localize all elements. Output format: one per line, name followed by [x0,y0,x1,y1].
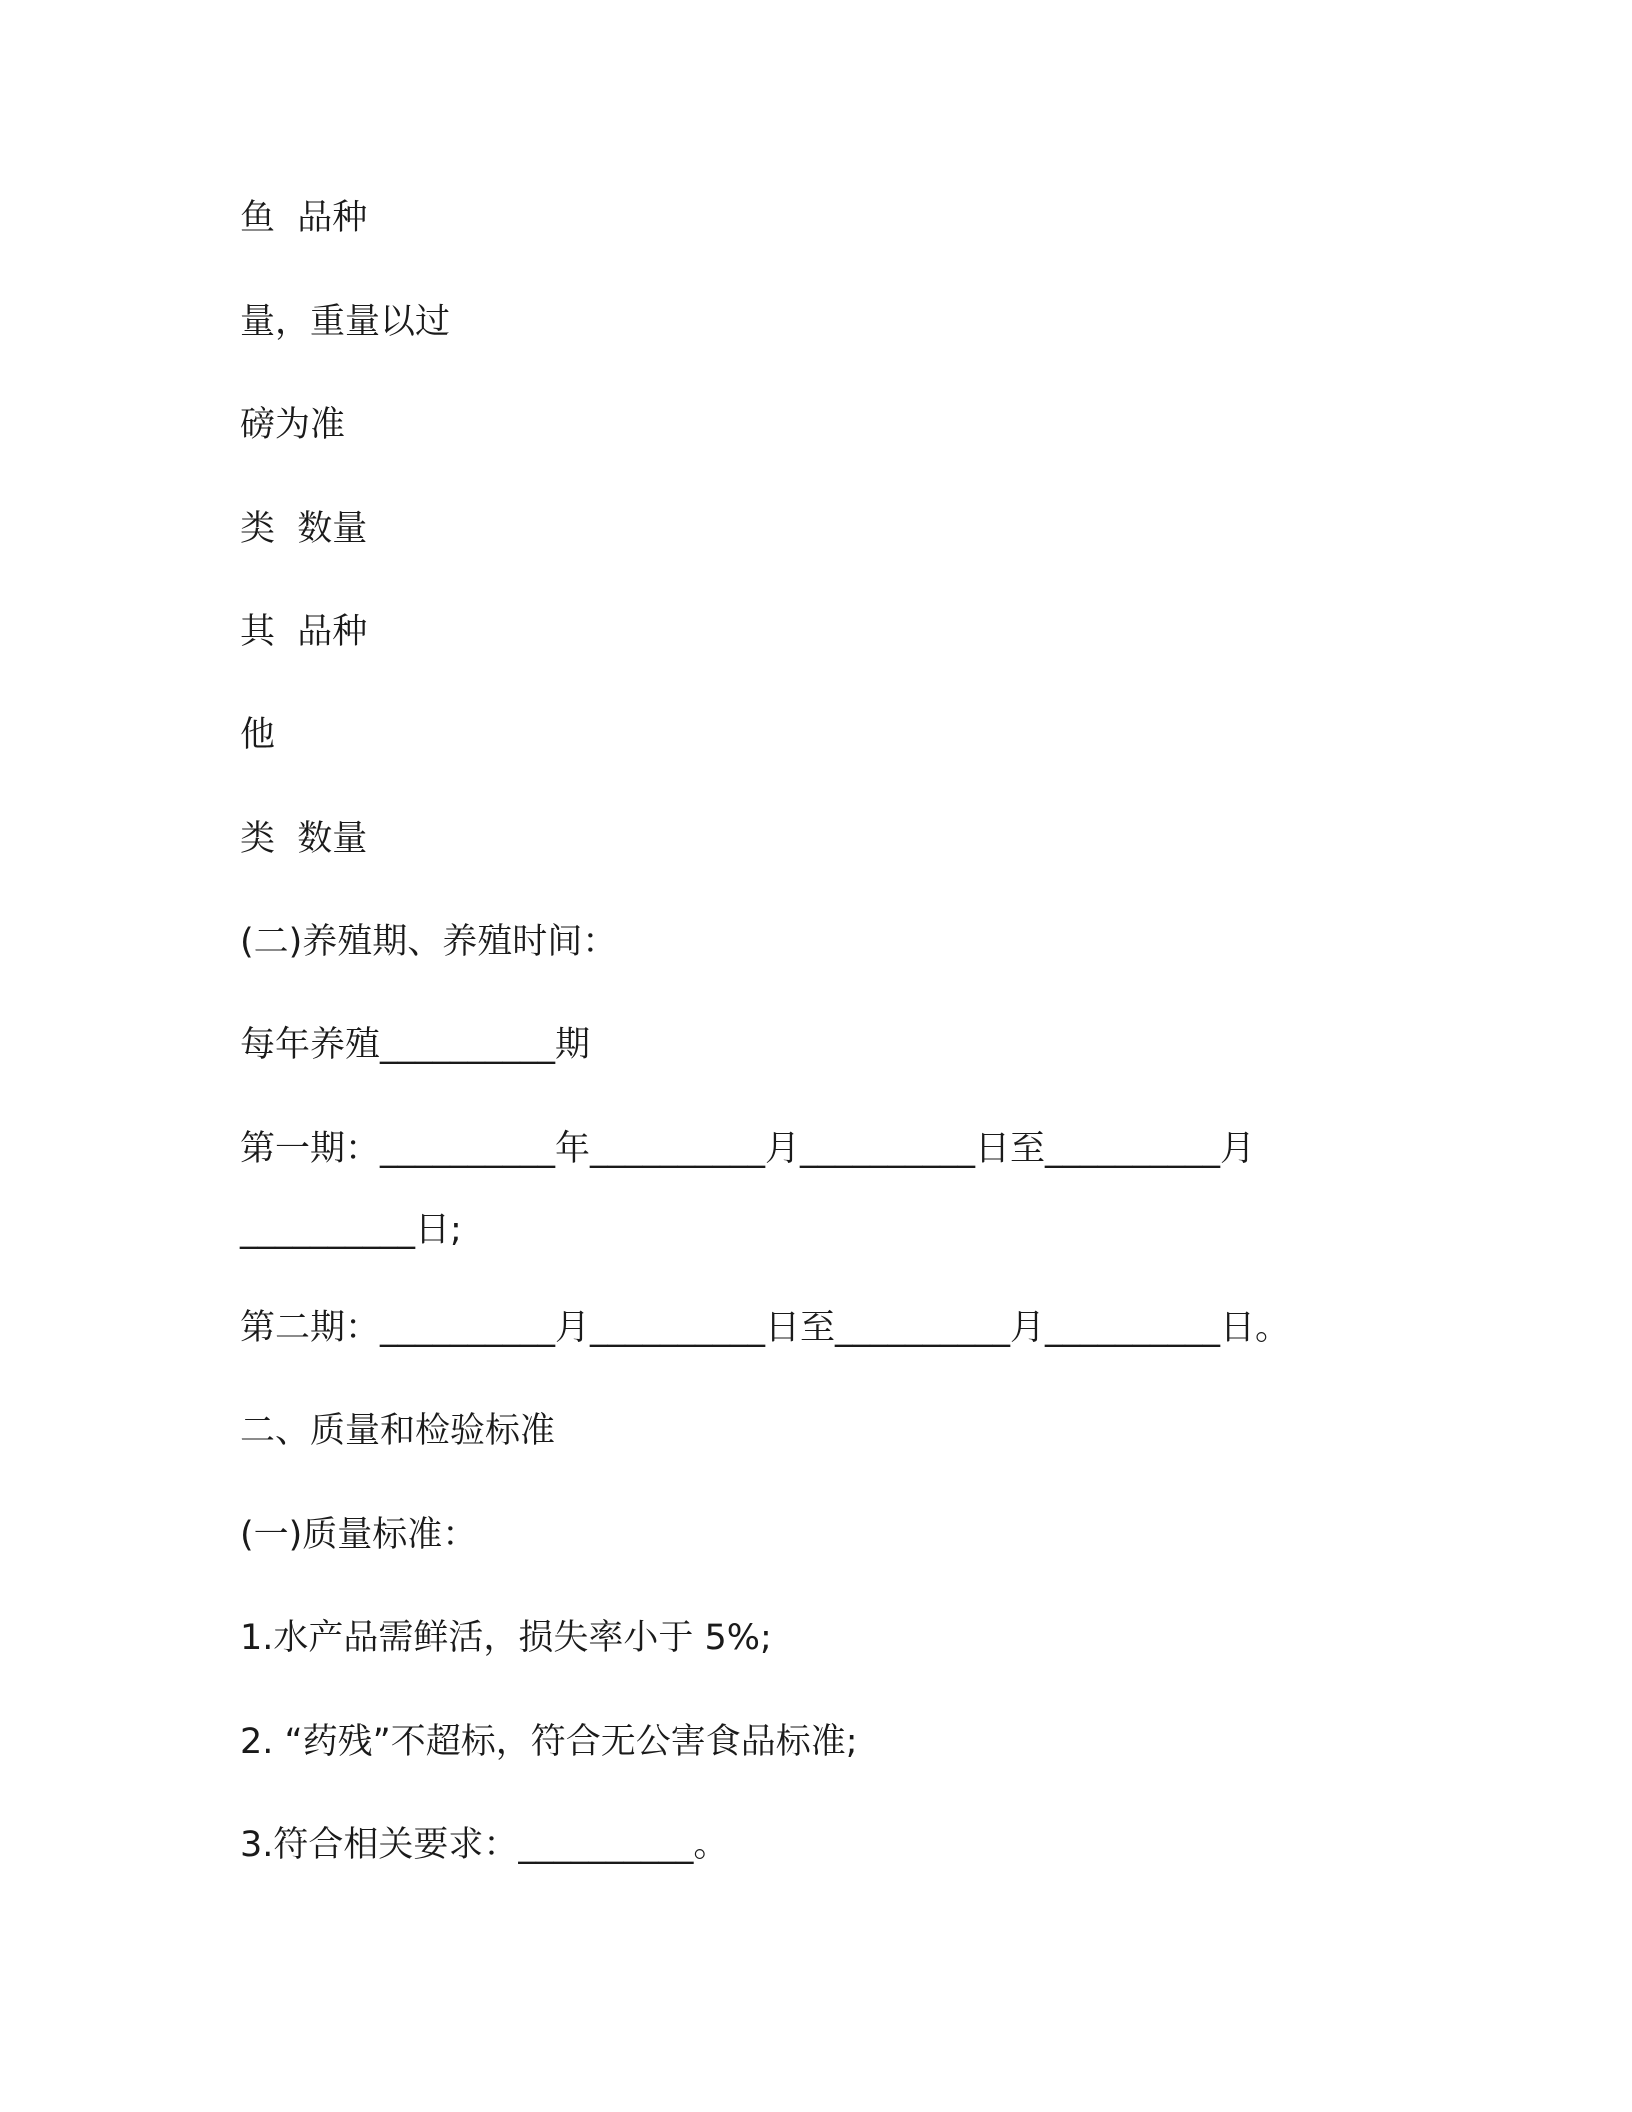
text-line: 类 数量 [240,509,368,549]
text-line: 类 数量 [240,819,368,859]
text-line: __________日; [240,1210,462,1250]
section-heading: (二)养殖期、养殖时间： [240,922,618,962]
text-line: 第一期：__________年__________月__________日至__________月 [240,1129,1256,1169]
section-heading: (一)质量标准： [240,1515,478,1555]
text-line: 磅为准 [240,405,346,445]
list-item: 3.符合相关要求：__________。 [240,1825,729,1865]
list-item: 2. “药残”不超标，符合无公害食品标准; [240,1722,858,1762]
text-line: 第二期：__________月__________日至__________月__________日。 [240,1308,1291,1348]
list-item: 1.水产品需鲜活，损失率小于 5%; [240,1618,772,1658]
section-heading: 二、质量和检验标准 [240,1411,556,1451]
text-line: 鱼 品种 [240,198,368,238]
text-line: 每年养殖__________期 [240,1025,591,1065]
text-line: 他 [240,715,276,755]
text-line: 其 品种 [240,612,368,652]
text-line: 量，重量以过 [240,302,451,342]
